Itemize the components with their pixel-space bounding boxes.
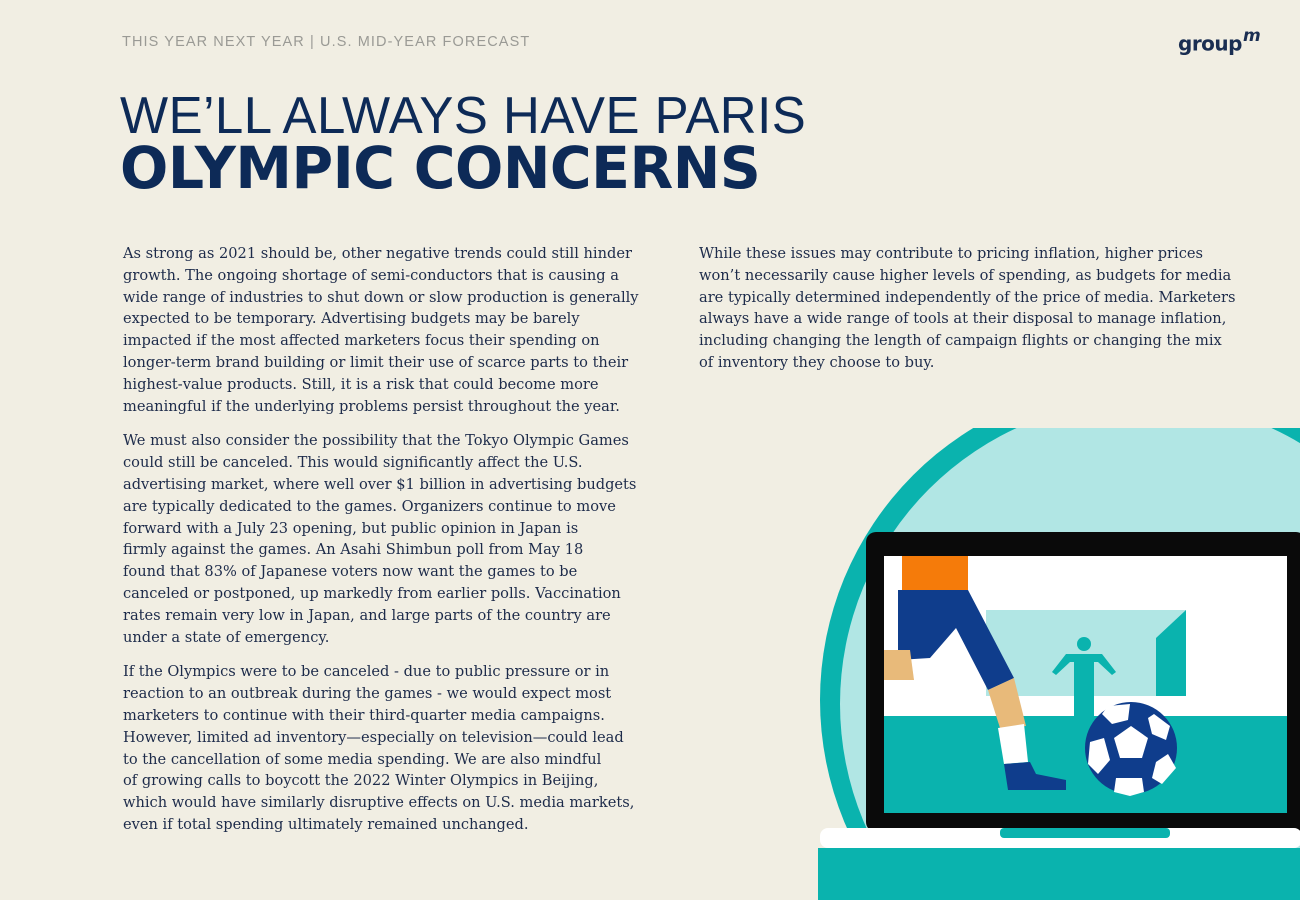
p2-line: advertising market, where well over $1 billion in advertising budgets — [123, 475, 637, 493]
p4-line: including changing the length of campaign flights or changing the mix — [699, 332, 1222, 350]
p3-line: even if total spending ultimately remained unchanged. — [123, 815, 529, 833]
p2-line: rates remain very low in Japan, and large parts of the country are — [123, 606, 611, 624]
p1-line: wide range of industries to shut down or slow production is generally — [123, 288, 639, 306]
olympic-soccer-illustration — [818, 428, 1300, 900]
p4-line: won’t necessarily cause higher levels of spending, as budgets for media — [699, 266, 1232, 284]
paragraph-1 — [123, 243, 648, 417]
p4-line: While these issues may contribute to pricing inflation, higher prices — [699, 245, 1203, 262]
paragraph-3 — [123, 661, 648, 835]
p3-line: which would have similarly disruptive effects on U.S. media markets, — [123, 794, 635, 812]
groupm-logo — [1178, 28, 1260, 56]
p2-line: found that 83% of Japanese voters now want the games to be — [123, 563, 578, 581]
p1-line: As strong as 2021 should be, other negative trends could still hinder — [123, 245, 632, 262]
p2-line: could still be canceled. This would significantly affect the U.S. — [123, 454, 583, 472]
p1-line: impacted if the most affected marketers focus their spending on — [123, 332, 600, 350]
p2-line: forward with a July 23 opening, but public opinion in Japan is — [123, 519, 579, 537]
p4-line: are typically determined independently of the price of media. Marketers — [699, 288, 1236, 306]
ground-band — [818, 848, 1300, 900]
p1-line: longer-term brand building or limit their use of scarce parts to their — [123, 353, 629, 371]
logo-text: group — [1178, 31, 1242, 56]
running-header: THIS YEAR NEXT YEAR | U.S. MID-YEAR FORECAST — [122, 34, 531, 50]
p4-line: always have a wide range of tools at their disposal to manage inflation, — [699, 310, 1227, 328]
paragraph-2 — [123, 430, 648, 648]
p3-line: to the cancellation of some media spending. We are also mindful — [123, 750, 602, 768]
page-title-line2: OLYMPIC CONCERNS — [120, 134, 761, 202]
p2-line: We must also consider the possibility that the Tokyo Olympic Games — [123, 432, 629, 450]
p3-line: However, limited ad inventory—especially on television—could lead — [123, 728, 624, 746]
p3-line: If the Olympics were to be canceled - due to public pressure or in — [123, 663, 610, 681]
p4-line: of inventory they choose to buy. — [699, 353, 935, 371]
logo-superscript: m — [1242, 26, 1261, 46]
left-column — [123, 243, 648, 836]
p2-line: firmly against the games. An Asahi Shimbun poll from May 18 — [123, 541, 584, 559]
p1-line: highest-value products. Still, it is a risk that could become more — [123, 375, 599, 393]
p1-line: expected to be temporary. Advertising budgets may be barely — [123, 310, 580, 328]
p3-line: marketers to continue with their third-quarter media campaigns. — [123, 706, 605, 724]
p2-line: under a state of emergency. — [123, 628, 330, 646]
p1-line: meaningful if the underlying problems persist throughout the year. — [123, 397, 620, 415]
p2-line: are typically dedicated to the games. Organizers continue to move — [123, 497, 616, 515]
p3-line: of growing calls to boycott the 2022 Winter Olympics in Beijing, — [123, 772, 599, 790]
page-title-line1: WE’LL ALWAYS HAVE PARIS — [120, 87, 807, 145]
paragraph-4 — [699, 243, 1259, 374]
right-column — [699, 243, 1259, 374]
p1-line: growth. The ongoing shortage of semi-conductors that is causing a — [123, 266, 619, 284]
p3-line: reaction to an outbreak during the games - we would expect most — [123, 685, 612, 703]
p2-line: canceled or postponed, up markedly from earlier polls. Vaccination — [123, 584, 621, 602]
